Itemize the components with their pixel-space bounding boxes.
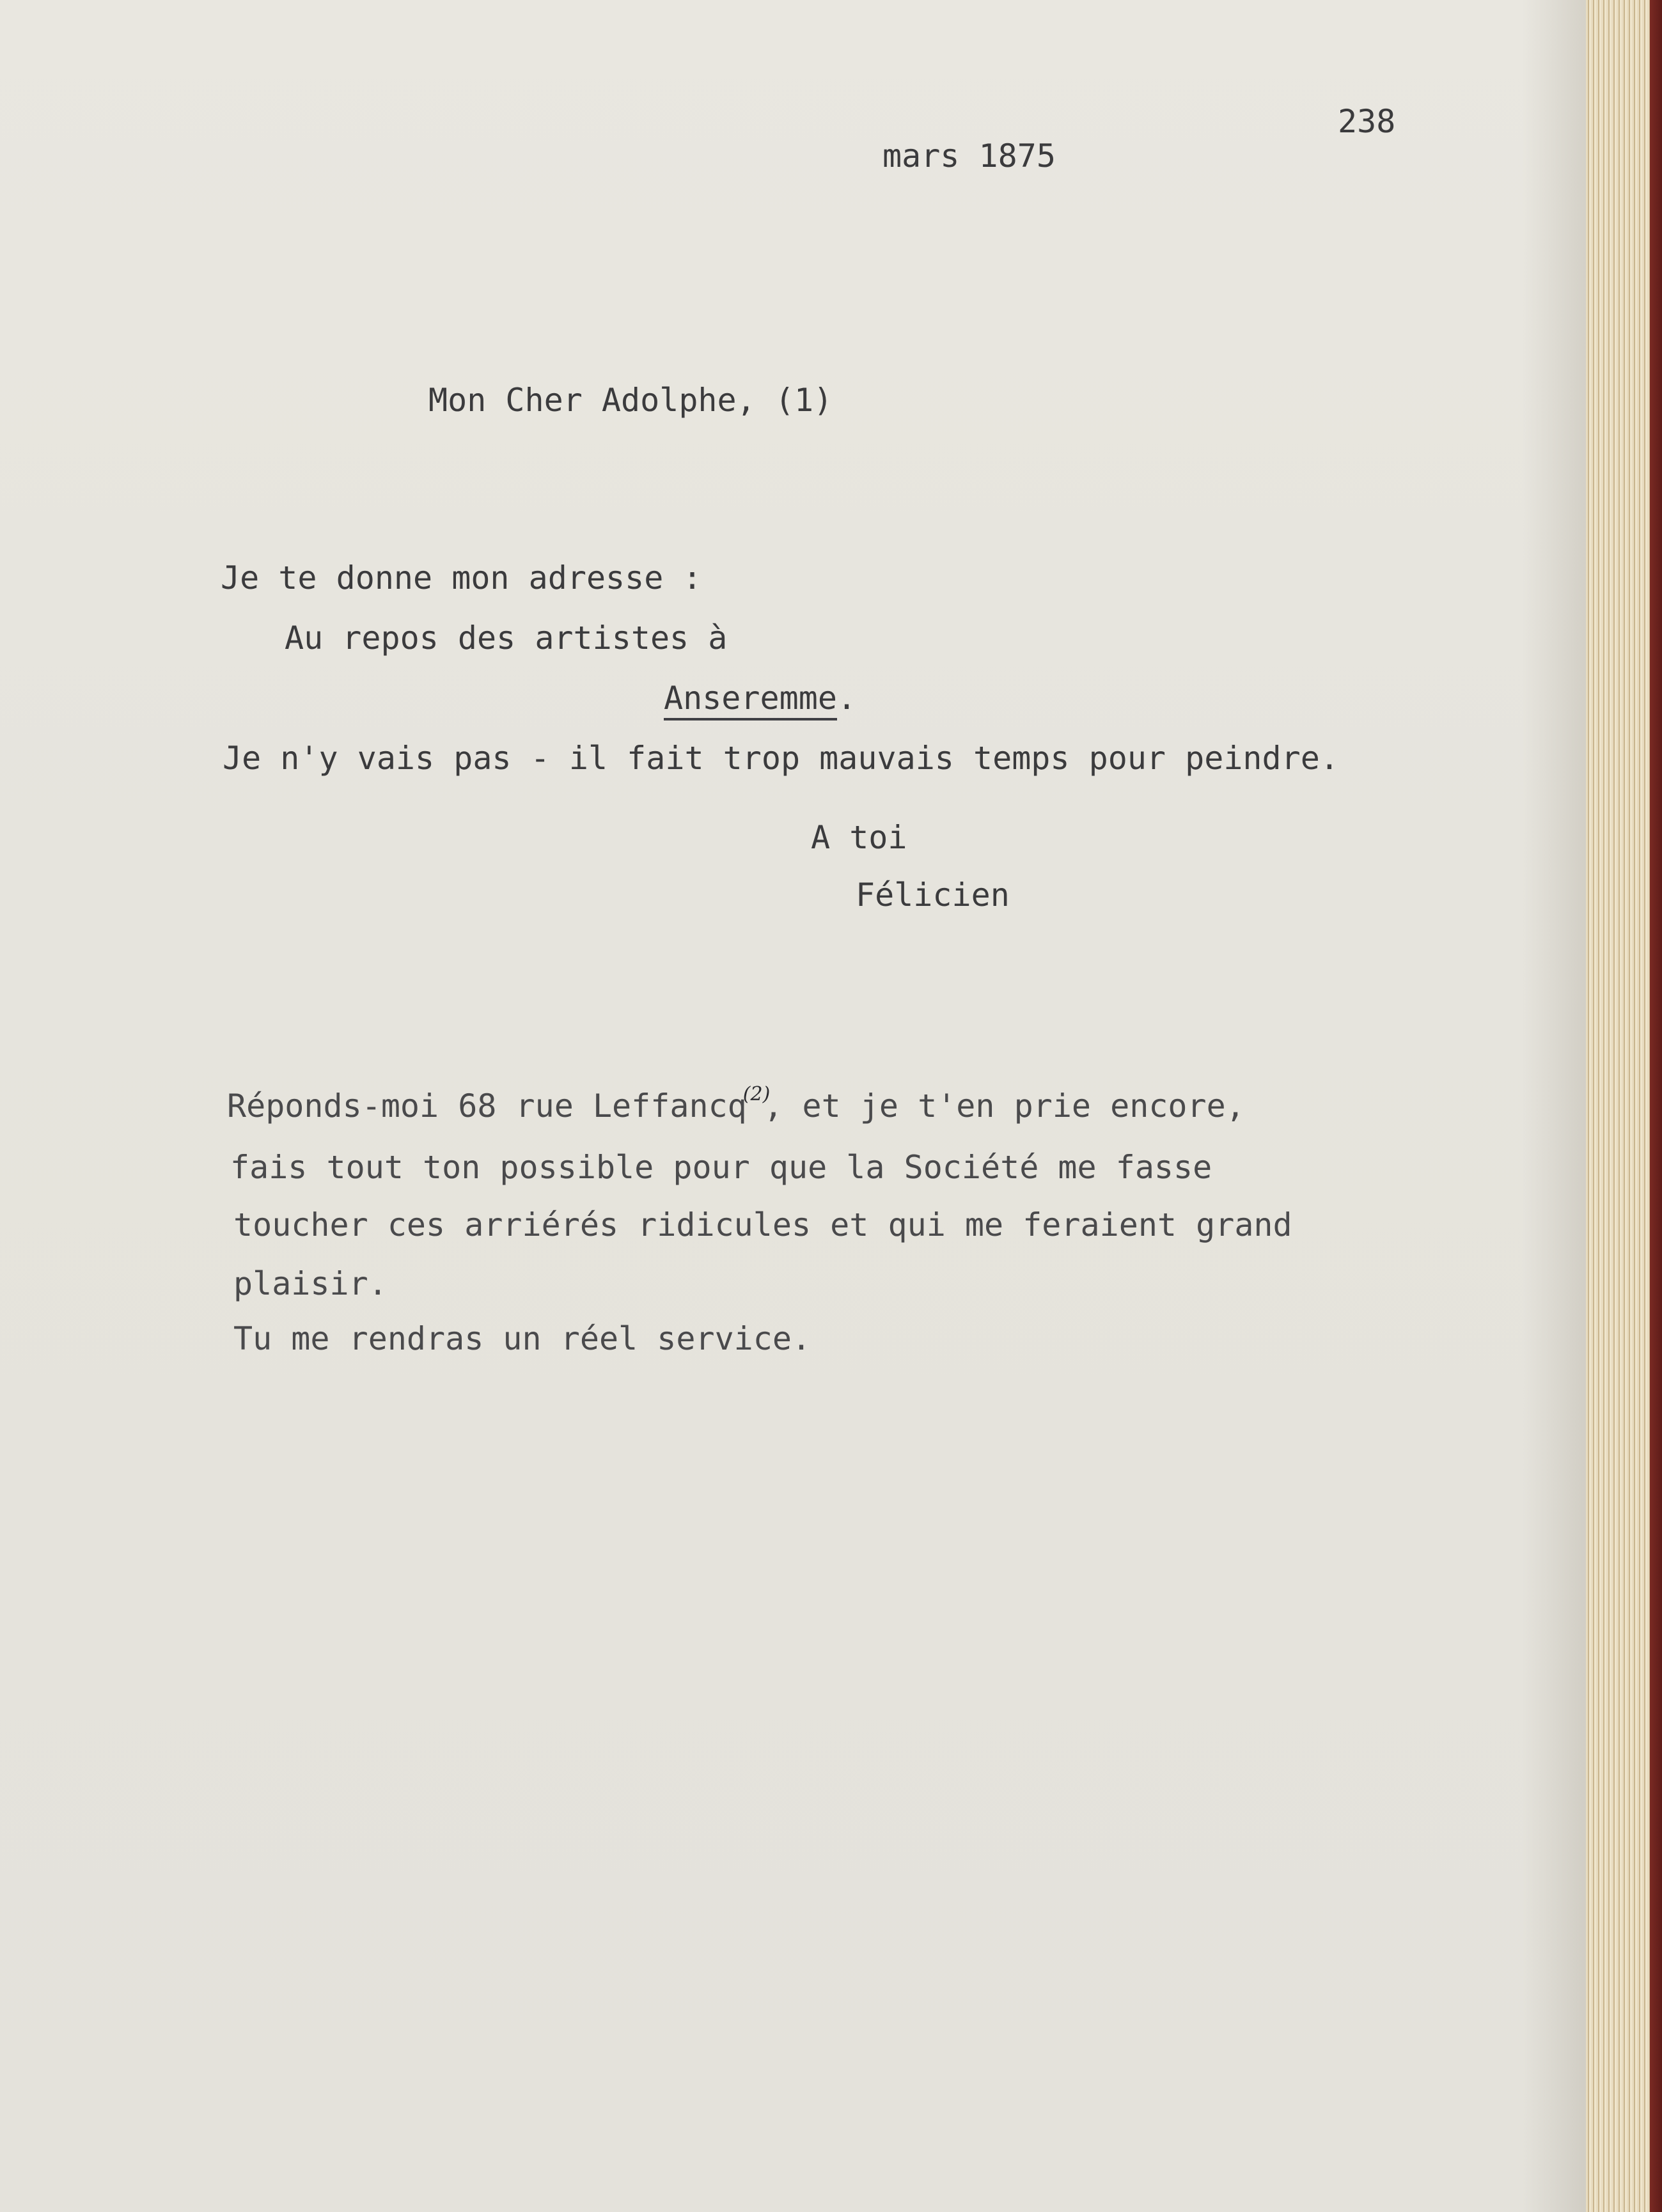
- place-punctuation: .: [836, 680, 857, 717]
- signature: Félicien: [856, 876, 1010, 914]
- page-edge-shadow: [1522, 0, 1586, 2212]
- letter-date: mars 1875: [882, 137, 1056, 175]
- body-line-3: [664, 679, 856, 717]
- book-cover-edge: [1650, 0, 1662, 2212]
- postscript-address: Réponds-moi 68 rue Leffancq: [227, 1087, 747, 1125]
- postscript-line-3: toucher ces arriérés ridicules et qui me feraient grand: [233, 1206, 1292, 1243]
- footnote-marker: (2): [742, 1083, 771, 1105]
- postscript-line-5: Tu me rendras un réel service.: [233, 1320, 811, 1357]
- postscript-line-1: [227, 1083, 1245, 1130]
- salutation: Mon Cher Adolphe, (1): [428, 382, 833, 419]
- postscript-line-1-rest: , et je t'en prie encore,: [764, 1087, 1245, 1125]
- place-name-underlined: Anseremme: [664, 680, 837, 720]
- page-stack-edge: [1586, 0, 1650, 2212]
- body-line-1: Je te donne mon adresse :: [221, 559, 702, 596]
- postscript-line-4: plaisir.: [233, 1265, 388, 1302]
- closing-line: A toi: [811, 819, 907, 856]
- page-number: 238: [1338, 103, 1396, 140]
- body-line-4: Je n'y vais pas - il fait trop mauvais temps pour peindre.: [223, 740, 1339, 777]
- postscript-line-2: fais tout ton possible pour que la Société me fasse: [230, 1149, 1212, 1186]
- body-line-2: Au repos des artistes à: [285, 619, 728, 657]
